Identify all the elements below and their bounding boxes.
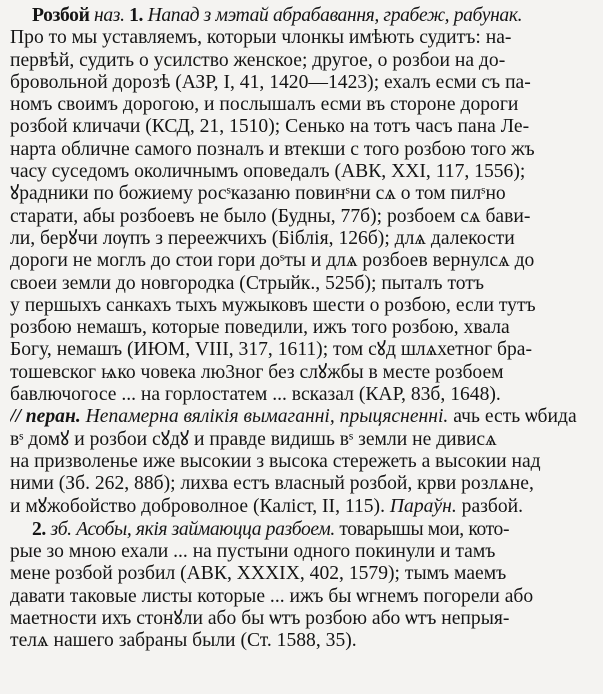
text-line: рые зо мною ехали ... на пустыни одного покинули и тамъ <box>10 541 496 563</box>
text-line: своеи земли до новгородка (Стрыйк., 525б); пыталъ тотъ <box>10 272 484 294</box>
text-line: ли, берꙋчи лѹпъ з переежчихъ (Біблія, 126б); длѧ далекости <box>10 227 515 249</box>
text-line: Богу, немашъ (ИЮМ, VIII, 317, 1611); том сꙋд шлѧхетног бра- <box>10 339 533 361</box>
text-line: ꙋрадники по божиему росˢказаню повинˢни сѧ о том пилˢно <box>10 183 506 205</box>
text-line <box>10 496 596 518</box>
text-line: нарта обличне самого позналъ и втекши с того розбою того жъ <box>10 138 535 160</box>
text-line: бровольной дорозѣ (АЗР, I, 41, 1420—1423); ехалъ есми съ па- <box>10 71 531 93</box>
text-line: вˢ домꙋ и розбои сꙋдꙋ и правде видишь вˢ земли не дивисѧ <box>10 428 497 450</box>
text-line: давати таковые листы которые ... ижъ бы ѡгнемъ погорели або <box>10 585 534 607</box>
sense-number-2: 2. <box>32 518 46 540</box>
text-line: тошевског ѩко човека лю3ног без слꙋжбы в месте розбоем <box>10 361 504 383</box>
sense-2-first-line <box>10 519 596 541</box>
figurative-citation-start: ачь есть ѡбида <box>453 406 577 428</box>
text-line: ними (Зб. 262, 88б); лихва естъ власный розбой, крви розлѧне, <box>10 473 534 495</box>
text-line: старати, абы розбоевъ не было (Будны, 77б); розбоем сѧ бави- <box>10 205 531 227</box>
text-line: дороги не моглъ до стои гори доˢты и длѧ розбоев вернулсѧ до <box>10 250 535 272</box>
cross-reference-word: разбой. <box>461 495 524 517</box>
figurative-line <box>10 406 596 428</box>
entry-first-line <box>10 5 596 27</box>
dictionary-entry <box>10 5 596 653</box>
sense-2-citation-start: товарышы мои, кото- <box>339 518 510 540</box>
sense-number-1: 1. <box>129 5 144 26</box>
figurative-marker: // перан. <box>10 406 81 428</box>
text-line: бавлючогосе ... на горлостатем ... всказал (КАР, 83б, 1648). <box>10 384 501 406</box>
text-line: часу суседомъ околичнымъ оповедалъ (АВК, XXI, 117, 1556); <box>10 161 526 183</box>
text-line: мене розбой розбил (АВК, XXXIX, 402, 1579); тымъ маемъ <box>10 563 507 585</box>
text-line: маетности ихъ стонꙋли або бы ѡтъ розбою або ѡтъ непрыя- <box>10 608 510 630</box>
text-line: первѣй, судить о усилство женское; другое, о розбои на до- <box>10 49 506 71</box>
part-of-speech: наз. <box>94 5 125 26</box>
text-line: у першыхъ санкахъ тыхъ мужыковъ шести о розбою, если тутъ <box>10 294 536 316</box>
text-line: розбой кличачи (КСД, 21, 1510); Сенько на тотъ часъ пана Ле- <box>10 116 530 138</box>
text-line: розбою немашъ, которые поведили, ижъ того розбою, хвала <box>10 317 510 339</box>
text-line: номъ своимъ дорогою, и послышалъ есми въ стороне дороги <box>10 94 519 116</box>
text-line: на призволенье иже высокии з высока стережеть а высокии над <box>10 450 541 472</box>
sense-2-mark: зб. <box>50 518 72 540</box>
cross-reference-label: Параўн. <box>389 495 457 517</box>
text-line: телѧ нашего забраны были (Ст. 1588, 35). <box>10 630 357 652</box>
sense-1-definition: Напад з мэтай абрабавання, грабеж, рабунак. <box>147 5 523 26</box>
citation-end: и мꙋжобойство доброволное (Калiст, II, 115). <box>10 495 385 517</box>
text-line: Про то мы уставляемъ, которыи члонкы имѣють судитъ: на- <box>10 27 512 49</box>
headword: Розбой <box>32 5 90 26</box>
figurative-definition: Непамерна вялікія вымаганні, прыцясненні. <box>85 406 449 428</box>
sense-2-definition: Асобы, якія займаюцца разбоем. <box>76 518 335 540</box>
